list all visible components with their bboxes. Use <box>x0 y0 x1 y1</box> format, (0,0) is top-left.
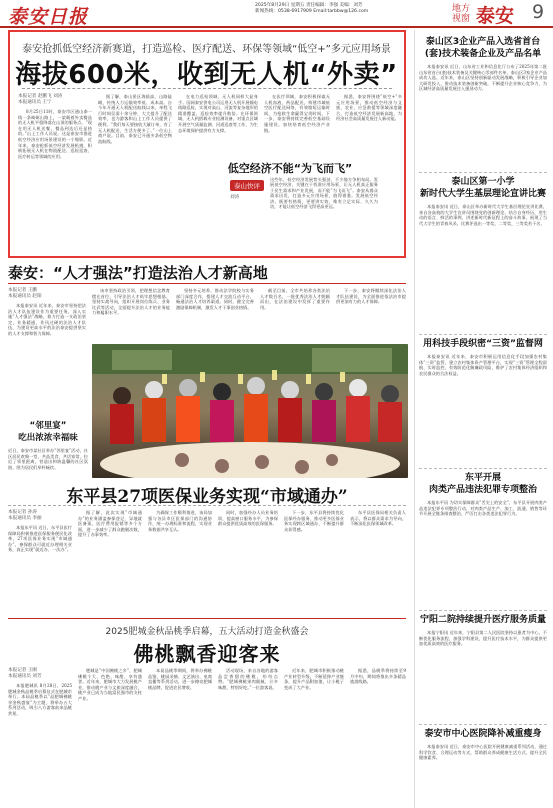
dongping-body-text: 据了解，此次实现“市域通办”的业务涵盖参保登记、异地就医备案、医疗费用报销等多个方面，进一步减少了群众跑腿次数，提升了办事效率。 <box>78 510 142 538</box>
peach-column <box>8 668 72 804</box>
peach-body-text: 本届品桃季期间，将举办佛桃品鉴、桃园采摘、文艺演出、电商直播等系列活动，进一步擦亮肥城桃品牌，促进农民增收。 <box>148 668 212 690</box>
divider <box>22 88 392 89</box>
brief-headline[interactable]: 泰山区第一小学 新时代大学生基层理论宣讲比赛 <box>419 177 546 199</box>
divider <box>8 618 406 619</box>
brief-headline[interactable]: 泰山区3企业产品入选省首台(套)技术装备企业及产品名单 <box>424 37 542 59</box>
brief-body-text: 本报泰安讯 近日，泰安市中心医院开展健康减重系列活动，通过科学饮食、合理运动等方式，帮助群众养成健康生活方式，提升全民健康素养。 <box>419 744 547 761</box>
dongping-body-text: 本报东平讯 近日，东平县医疗保障局积极推进医保服务便民化改革，27项医保业务实现“市域通办”，参保群众可就近办理相关业务，真正实现“就近办、一次办”。 <box>8 525 72 553</box>
dongping-column <box>350 510 406 614</box>
peach-kicker: 2025肥城金秋品桃季启幕，五大活动打造金秋盛会 <box>105 627 309 637</box>
brief-body <box>419 630 547 722</box>
newspaper-logo: 泰安日报 <box>8 6 89 28</box>
dongping-column <box>8 510 72 614</box>
dongping-body-text: 东平县医保局相关负责人表示，将以群众需求为导向，不断深化医保领域改革。 <box>350 510 406 527</box>
talent-body-text: 该市坚持政治引领，把理想信念教育摆在首位，引导法治人才筑牢思想根基。坚持实战导向，组织开展岗位练兵、业务比武等活动，全面提升法治人才的业务能力和履职水平。 <box>92 288 170 316</box>
brief-body-text: 本报泰安讯 近日，泰山区举办新时代大学生基层理论宣讲比赛，来自各高校的大学生宣讲员围绕党的创新理论，结合自身经历，用生动的语言、鲜活的事例，讲述新时代新征程上的奋斗故事，展现了当代大学生的青春风采。比赛评选出一等奖、二等奖、三等奖若干名。 <box>419 204 547 226</box>
brief-body <box>419 204 547 332</box>
lead-column <box>98 94 172 252</box>
peach-column <box>218 668 278 804</box>
masthead-info <box>255 3 445 15</box>
peach-body-text: 本报肥城讯 8月28日，2025肥城金秋品桃季启幕仪式在肥城市举行。本届品桃季以“品肥城佛桃 享金秋盛宴”为主题，将举办五大系列活动，吸引八方游客前来品桃赏景。 <box>8 683 72 716</box>
divider <box>8 283 406 284</box>
commentary-author: 刘涛 <box>230 195 240 200</box>
dongping-body-text: 下一步，东平县将持续优化医保经办服务，推动更多医保业务实现跨区域通办，不断提升群众获得感。 <box>284 510 344 532</box>
peach-column <box>284 668 344 804</box>
dongping-column <box>148 510 212 614</box>
peach-column <box>350 668 406 804</box>
brief-body <box>419 500 547 608</box>
talent-body-text: 坚持多元培养，推动法学院校与实务部门深度合作，搭建人才交流互动平台，畅通法治人才培养渠道。同时，健全完善激励保障机制，激发人才干事创业热情。 <box>176 288 254 310</box>
lead-kicker: 泰安抢抓低空经济新赛道，打造巡检、医疗配送、环保等领域“低空+”多元应用场景 <box>22 44 391 55</box>
dongping-column <box>284 510 344 614</box>
lead-column <box>18 94 92 252</box>
brief-body <box>419 64 547 168</box>
right-news-column <box>414 30 549 808</box>
divider <box>419 334 547 335</box>
talent-body-text: 截至目前，全市共培养各类法治人才数百名，一批优秀法治人才脱颖而出，在法治建设中发挥了重要作用。 <box>260 288 330 310</box>
dongping-headline[interactable]: 东平县27项医保业务实现“市域通办” <box>66 487 348 507</box>
commentary-badge: 泰山快评 <box>230 180 264 191</box>
peach-body-text: 近年来，肥城市积极推动桃产业转型升级，不断延伸产业链条，提升产品附加值，让小桃子变成了大产业。 <box>284 668 344 690</box>
section-name: 泰安 <box>476 5 515 27</box>
masthead-info-line1: 2025年8月29日 星期五 责任编辑：李强 美编：刘芳 <box>255 3 363 8</box>
talent-column <box>8 288 86 398</box>
brief-headline[interactable]: 东平开展 肉类产品违法犯罪专项整治 <box>428 473 537 495</box>
lead-byline: 本报记者 赵鹏飞 刘涛 本报通讯员 王宁 <box>18 94 63 105</box>
feast-caption-text: 近日，泰安市某社区举办“邻里宴”活动，社区居民欢聚一堂，共品美食、共话家常，拉近了邻里距离，营造出和谐温馨的社区氛围。图为居民们举杯畅饮。 <box>8 448 88 470</box>
brief-body-text: 本报泰安讯 近日，山东省工业和信息化厅公布了2025年第二批山东省首台(套)技术装备及关键核心零部件名单，泰山区3家企业产品成功入选。近年来，泰山区坚持创新驱动发展战略，积极引导企业加大研发投入，推动技术装备创新突破，不断提升企业核心竞争力，为区域经济高质量发展注入强劲动力。 <box>419 64 547 92</box>
dongping-byline: 本报记者 孙涛 本报通讯员 李丽 <box>8 510 42 521</box>
masthead-info-line2: 新闻热线：0538-6917909 Email:tarbbw@126.com <box>255 9 369 14</box>
masthead <box>0 0 553 28</box>
commentary-text: 这些年，低空经济发展势头强劲，不少地方争相布局。发展低空经济，关键在于找准应用场景，让无人机真正服务于民生需求和产业发展，而不能“为飞而飞”。泰安从群众需求出发，打造多元应用场景，值得借鉴。发展低空经济，既要有热情，更要讲实效，唯有立足实际、久久为功，才能让低空经济飞得更高更远。 <box>270 177 378 210</box>
lead-body-text: 据了解，泰山景区海拔高，山路陡峭，传统人力运输效率低、成本高。自今年开通无人机配送航线以来，单程飞行时间仅需十余分钟，大大提升了配送效率，也为游客和山上工作人员提供了便利。“我们每天要接收大量订单，有了无人机配送，生活方便多了。”一位山上商户说。目前，泰安已开通多条低空物流航线。 <box>98 94 172 144</box>
dongping-body-text: 同时，加强经办人员业务培训，提高窗口服务水平，为参保群众提供优质高效的医保服务。 <box>218 510 278 527</box>
brief-body <box>419 354 547 466</box>
commentary-box[interactable] <box>200 160 380 252</box>
lead-body-text: 在电力巡检领域，无人机同样大显身手。国网泰安供电公司运用无人机开展输电线路巡检，实现对高山、河流等复杂地形的精准覆盖，巡检效率提升数倍。在环保领域，无人机搭载专业检测设备，对重点区域开展空气质量监测、河道巡查等工作，为生态环境保护提供有力支撑。 <box>178 94 258 133</box>
talent-headline[interactable]: 泰安：“人才强法”打造法治人才新高地 <box>8 264 268 282</box>
page-number: 9 <box>532 1 545 23</box>
talent-body-text: 下一步，泰安将继续深化法治人才队伍建设，为全面推进依法治市提供更加有力的人才保障。 <box>336 288 406 305</box>
peach-body-text: 活动现场，来自各地的游客品尝香甜的佛桃，纷纷点赞。“肥城佛桃果肉细腻、汁多味甜，特别好吃。”一位游客说。 <box>218 668 278 690</box>
feast-photo[interactable] <box>92 344 408 478</box>
dongping-body-text: 为确保工作顺利推进，该局加强与各县市区医保部门的沟通协作，统一办理标准和流程，实现业务数据共享互认。 <box>148 510 212 532</box>
lead-headline: 海拔600米，收到无人机“外卖” <box>15 60 398 90</box>
brief-headline[interactable]: 泰安市中心医院降补减重瘦身 <box>424 729 542 739</box>
dongping-column <box>78 510 142 614</box>
brief-headline[interactable]: 用科技手段织密“三资”监督网 <box>423 339 543 349</box>
dongping-column <box>218 510 278 614</box>
brief-body-text: 本报泰安讯 近年来，泰安市积极运用信息化手段加强农村集体“三资”监管，建立农村集体资产管理平台，实现“三资”管理全程留痕、实时监控，有效防范化解廉政风险，维护了农村集体经济组织和农民群众的合法权益。 <box>419 354 547 376</box>
peach-body-text: 肥城是“中国佛桃之乡”，肥城佛桃个大、色艳、味甜，享有盛誉。近年来，肥城市大力发展桃产业，推动桃产业与文旅深度融合，桃产业已成为当地富民强市的支柱产业。 <box>78 668 142 701</box>
brief-body-text: 本报宁阳讯 近年来，宁阳县第二人民医院坚持以患者为中心，不断优化服务流程，加强学科建设，提升医疗技术水平，为群众提供更加优质高效的医疗服务。 <box>419 630 547 647</box>
brief-body <box>419 744 547 804</box>
commentary-title: 低空经济不能“为飞而飞” <box>227 162 353 175</box>
peach-body-text: 据悉，品桃季将持续至9月中旬，期间将推出多条精品旅游线路。 <box>350 668 406 685</box>
divider <box>419 468 547 469</box>
divider <box>419 610 547 611</box>
brief-body-text: 本报东平讯 为切实保障群众“舌尖上的安全”，东平县开展肉类产品违法犯罪专项整治行动，对肉类产品生产、加工、流通、销售等环节开展全链条排查整治，严厉打击各类违法犯罪行为。 <box>419 500 547 517</box>
talent-body-text: 本报泰安讯 近年来，泰安市坚持把法治人才队伍建设作为重要任务，深入实施“人才强法”战略，着力打造一支政治坚定、业务精通、作风过硬的法治人才队伍，为建设更高水平的法治泰安提供坚实的人才支撑和智力保障。 <box>8 303 86 336</box>
divider <box>419 172 547 173</box>
section-tag: 地方 视窗 <box>452 4 471 24</box>
lead-body-text: 在医疗领域，泰安积极探索无人机血液、药品配送，构建市域低空医疗配送网络，有效缩短运输时间，为抢救生命赢得宝贵时间。下一步，泰安将持续完善低空基础设施建设，加快培育低空经济产业链。 <box>264 94 330 133</box>
divider <box>8 505 406 506</box>
peach-column <box>148 668 212 804</box>
lead-body-text: 据悉，泰安将围绕“低空+”多元应用场景，推动低空经济与文旅、农业、应急救援等领域深度融合，打造低空经济发展新高地，为经济社会高质量发展注入新动能。 <box>336 94 402 122</box>
feast-photo-image <box>92 344 408 478</box>
talent-byline: 本报记者 王鹏 本报通讯员 赵阳 <box>8 288 42 299</box>
feast-caption-title: “邻里宴” 吃出浓浓幸福味 <box>18 421 78 443</box>
lead-body-text: 8月25日11时，泰安市区通山泰一线一条崎岖山路上，一架载着外卖餐品的无人机平稳降落在山顶的服务点。“现在用无人机送餐，餐品到达后还是热的。”山上工作人员说。这是泰安市推进低空经济应用场景建设的一个缩影。近年来，泰安抢抓低空经济发展机遇，积极拓展无人机在物流配送、巡检巡查、医疗转运等领域的应用。 <box>18 109 92 159</box>
peach-column <box>78 668 142 804</box>
brief-headline[interactable]: 宁阳二院持续提升医疗服务质量 <box>419 615 546 625</box>
peach-byline: 本报记者 王刚 本报通讯员 刘芳 <box>8 668 42 679</box>
divider <box>419 724 547 725</box>
feast-caption[interactable] <box>8 420 88 478</box>
lead-article[interactable] <box>8 30 406 258</box>
peach-headline[interactable]: 佛桃飘香迎客来 <box>133 642 281 666</box>
